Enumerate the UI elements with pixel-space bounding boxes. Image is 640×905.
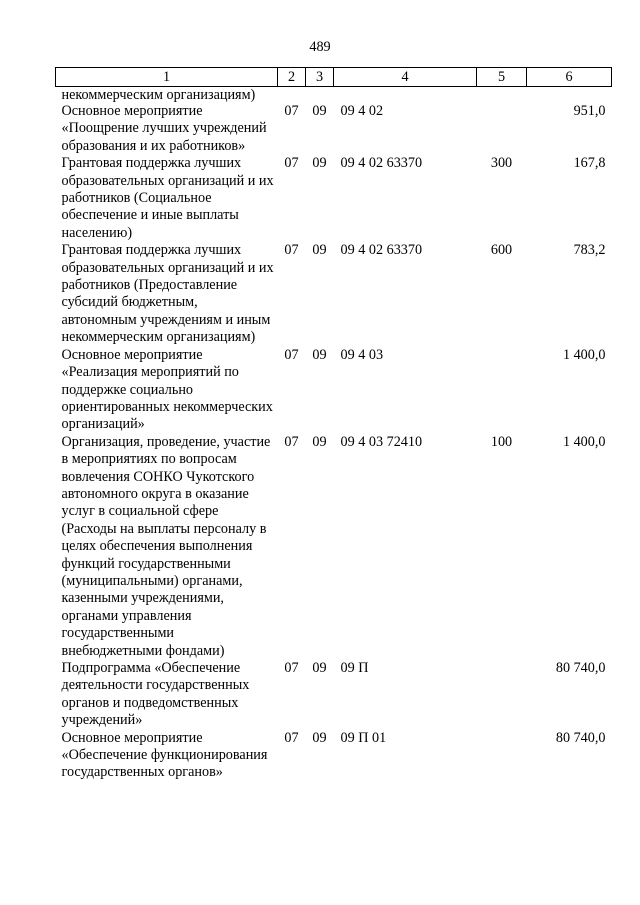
row-target-code: 09 4 03 [340,346,384,363]
row-expense-type [477,103,527,155]
row-subsection: 09 [312,155,327,172]
table-row [56,434,612,660]
header-col-4: 4 [334,68,477,87]
row-name: Грантовая поддержка лучших образовательных организаций и их работников (Социальное обеспечение и иные выплаты населению) [61,155,274,241]
row-amount: 80 740,0 [555,729,606,746]
row-section: 07 [284,660,299,676]
table-row [56,87,612,104]
row-target-code: 09 4 02 63370 [340,242,423,259]
row-amount: 1 400,0 [562,433,606,450]
row-section: 07 [284,729,299,746]
row-expense-type: 100 [490,433,513,450]
row-amount [527,87,612,104]
row-subsection: 09 [312,103,327,119]
row-name: некоммерческим организациям) [61,87,256,103]
table-row [56,103,612,155]
table-row [56,730,612,782]
row-name: Организация, проведение, участие в мероприятиях по вопросам вовлечения СОНКО Чукотского автономного округа в оказание услуг в социальной сфере (Расходы на выплаты персоналу в целях обеспечения выполнения функций государственными (муниципальными) органами, казенными учреждениями, органами управления государственными внебюджетными фондами) [61,433,271,659]
row-amount: 167,8 [573,155,606,172]
row-name: Подпрограмма «Обеспечение деятельности государственных органов и подведомственных учреждений» [61,660,250,729]
row-subsection: 09 [312,729,327,746]
header-col-3: 3 [306,68,334,87]
row-amount: 80 740,0 [555,660,606,676]
row-target-code: 09 4 02 63370 [340,155,423,172]
row-amount: 951,0 [573,103,606,119]
row-expense-type: 300 [490,155,513,172]
row-section: 07 [284,242,299,259]
row-target-code: 09 П 01 [340,729,387,746]
row-subsection: 09 [312,242,327,259]
row-subsection: 09 [312,433,327,450]
row-subsection: 09 [312,660,327,676]
row-subsection [306,87,334,104]
table-row [56,242,612,346]
row-amount: 783,2 [573,242,606,259]
table-row [56,347,612,434]
row-section [278,87,306,104]
row-name: Основное мероприятие «Реализация мероприятий по поддержке социально ориентированных некоммерческих организаций» [61,346,273,433]
row-expense-type [477,730,527,782]
row-target-code: 09 4 02 [340,103,384,119]
row-target-code: 09 П [340,660,369,676]
row-expense-type [477,87,527,104]
table-row [56,660,612,730]
row-section: 07 [284,155,299,172]
row-amount: 1 400,0 [562,346,606,363]
row-section: 07 [284,103,299,119]
row-section: 07 [284,433,299,450]
header-col-6: 6 [527,68,612,87]
header-col-2: 2 [278,68,306,87]
row-expense-type [477,660,527,730]
header-col-1: 1 [56,68,278,87]
header-col-5: 5 [477,68,527,87]
page-number: 489 [309,39,331,55]
row-expense-type: 600 [490,242,513,259]
row-expense-type [477,347,527,434]
row-subsection: 09 [312,346,327,363]
table-header-row [56,68,612,87]
row-name: Грантовая поддержка лучших образовательных организаций и их работников (Предоставление субсидий бюджетным, автономным учреждениям и иным некоммерческим организациям) [61,242,274,346]
row-name: Основное мероприятие «Обеспечение функционирования государственных органов» [61,729,268,781]
row-target-code: 09 4 03 72410 [340,433,423,450]
budget-table [55,67,612,782]
row-section: 07 [284,346,299,363]
table-row [56,155,612,242]
row-name: Основное мероприятие «Поощрение лучших учреждений образования и их работников» [61,103,267,154]
row-target-code [334,87,477,104]
